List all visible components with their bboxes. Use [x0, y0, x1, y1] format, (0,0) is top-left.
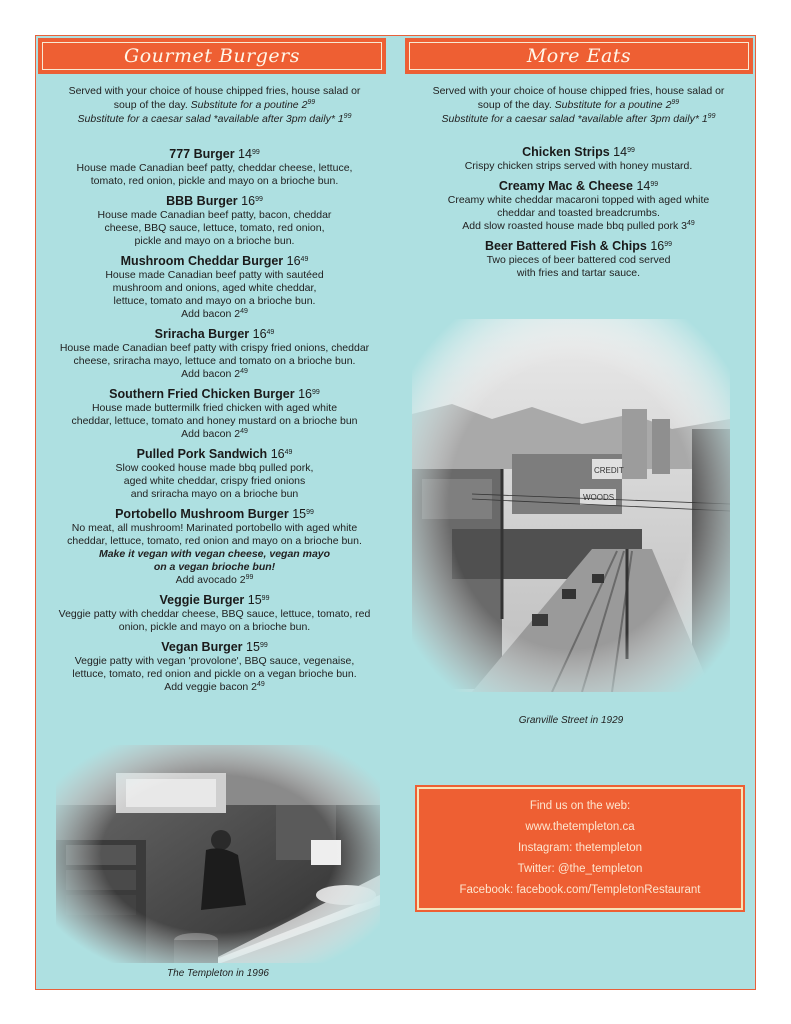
menu-item [42, 327, 387, 381]
more-eats-title: More Eats [526, 45, 632, 67]
menu-item-cents: 99 [650, 181, 659, 188]
facebook-link[interactable]: Facebook: facebook.com/TempletonRestaurant [459, 884, 701, 896]
menu-item-title [406, 179, 751, 194]
menu-item-price: 16 [252, 327, 267, 341]
menu-item-cents: 99 [255, 196, 263, 203]
menu-item-price: 15 [292, 507, 307, 521]
menu-item-title [42, 387, 387, 402]
menu-item-name: Chicken Strips [522, 145, 610, 159]
menu-item-addon: Add slow roasted house made bbq pulled pork $3^{49}$ [462, 220, 695, 232]
menu-item-title [406, 239, 751, 254]
instagram-link[interactable]: Instagram: thetempleton [517, 842, 642, 854]
menu-item-price: 16 [298, 387, 313, 401]
menu-item-cents: 99 [312, 389, 320, 396]
menu-item-description: House made Canadian beef patty with crispy fried onions, cheddar cheese, sriracha mayo, lettuce and tomato on a brioche bun. [59, 342, 370, 367]
menu-item-description: House made Canadian beef patty, bacon, cheddar cheese, BBQ sauce, lettuce, tomato, red onion, pickle and mayo on a brioche bun. [97, 209, 332, 247]
menu-item-description: Veggie patty with vegan 'provolone', BBQ sauce, vegenaise, lettuce, tomato, red onion and pickle on a vegan brioche bun. [72, 655, 357, 680]
menu-item-addon: Add avocado $2^{99}$ [175, 574, 254, 586]
menu-item-name: Vegan Burger [161, 640, 243, 654]
menu-item [42, 507, 387, 587]
menu-item-cents: 99 [259, 642, 268, 649]
twitter-link[interactable]: Twitter: @the_templeton [517, 863, 643, 875]
menu-item-name: Portobello Mushroom Burger [115, 507, 289, 521]
menu-item [42, 387, 387, 441]
menu-item-name: Mushroom Cheddar Burger [120, 254, 284, 268]
menu-item-cents: 49 [300, 256, 309, 263]
menu-item-addon: Add bacon $2^{49}$ [181, 428, 248, 440]
menu-item-title [42, 147, 387, 162]
burger-list [42, 147, 387, 700]
menu-item-title [42, 327, 387, 342]
gourmet-burgers-header [38, 38, 386, 74]
menu-item-note: Make it vegan with vegan cheese, vegan mayo on a vegan brioche bun! [98, 548, 331, 573]
menu-item-price: 16 [286, 254, 301, 268]
menu-item-name: BBB Burger [166, 194, 238, 208]
menu-item [42, 447, 387, 501]
menu-item-addon: Add bacon $2^{49}$ [181, 308, 248, 320]
menu-item-cents: 99 [664, 241, 673, 248]
menu-item-title [406, 145, 751, 160]
web-info-box [417, 787, 743, 910]
granville-1929-caption: Granville Street in 1929 [518, 715, 624, 726]
more-eats-list [406, 145, 751, 286]
menu-item-price: 14 [238, 147, 252, 161]
menu-item [406, 239, 751, 280]
menu-item-description: House made buttermilk fried chicken with aged white cheddar, lettuce, tomato and honey mustard on a brioche bun [71, 402, 358, 427]
menu-item-price: 16 [650, 239, 665, 253]
menu-item-name: Pulled Pork Sandwich [136, 447, 268, 461]
menu-item-description: Slow cooked house made bbq pulled pork, aged white cheddar, crispy fried onions and sriracha mayo on a brioche bun [115, 462, 314, 500]
menu-item-name: Beer Battered Fish & Chips [484, 239, 647, 253]
menu-item [42, 640, 387, 694]
menu-item-price: 15 [246, 640, 260, 654]
granville-1929-photo [412, 319, 730, 692]
web-title: Find us on the web: [529, 800, 631, 812]
left-intro: Served with your choice of house chipped fries, house salad or soup of the day. Substitute for a poutine $2^{99}$ Substitute for a caesar salad *available after 3pm daily* $1^{99}$ [68, 85, 361, 125]
menu-item-cents: 49 [284, 449, 293, 456]
menu-item-cents: 99 [627, 147, 635, 154]
menu-item [406, 145, 751, 173]
menu-item-cents: 99 [306, 509, 314, 516]
menu-item-description: No meat, all mushroom! Marinated portobello with aged white cheddar, lettuce, tomato, red onion and mayo on a brioche bun. [67, 522, 362, 547]
menu-item-description: Creamy white cheddar macaroni topped with aged white cheddar and toasted breadcrumbs. [447, 194, 710, 219]
more-eats-header [405, 38, 753, 74]
menu-item-name: Southern Fried Chicken Burger [109, 387, 295, 401]
menu-item-title [42, 194, 387, 209]
menu-item-description: House made Canadian beef patty with sautéed mushroom and onions, aged white cheddar, lettuce, tomato and mayo on a brioche bun. [105, 269, 324, 307]
menu-item [406, 179, 751, 233]
menu-item-description: Veggie patty with cheddar cheese, BBQ sauce, lettuce, tomato, red onion, pickle and mayo on a brioche bun. [58, 608, 371, 633]
menu-item-addon: Add veggie bacon $2^{49}$ [164, 681, 265, 693]
menu-item-name: Veggie Burger [159, 593, 245, 607]
menu-item-title [42, 593, 387, 608]
menu-item [42, 593, 387, 634]
menu-item-description: Crispy chicken strips served with honey mustard. [464, 160, 693, 172]
menu-item-title [42, 254, 387, 269]
menu-item-name: Sriracha Burger [154, 327, 250, 341]
menu-item-cents: 99 [261, 595, 270, 602]
menu-item-price: 15 [247, 593, 262, 607]
menu-item [42, 254, 387, 321]
menu-item-price: 14 [613, 145, 628, 159]
gourmet-burgers-title: Gourmet Burgers [124, 45, 300, 67]
menu-item-title [42, 507, 387, 522]
menu-item [42, 194, 387, 248]
menu-item-title [42, 447, 387, 462]
menu-item-price: 16 [241, 194, 256, 208]
menu-item [42, 147, 387, 188]
menu-item-name: Creamy Mac & Cheese [498, 179, 633, 193]
menu-item-cents: 99 [251, 149, 260, 156]
templeton-1996-photo [56, 745, 380, 963]
menu-item-addon: Add bacon $2^{49}$ [181, 368, 248, 380]
website-link[interactable]: www.thetempleton.ca [525, 821, 635, 833]
menu-item-cents: 49 [266, 329, 275, 336]
menu-item-description: House made Canadian beef patty, cheddar cheese, lettuce, tomato, red onion, pickle and mayo on a brioche bun. [76, 162, 353, 187]
templeton-1996-caption: The Templeton in 1996 [167, 968, 269, 979]
menu-item-price: 14 [636, 179, 651, 193]
menu-item-description: Two pieces of beer battered cod served with fries and tartar sauce. [486, 254, 671, 279]
menu-item-price: 16 [270, 447, 285, 461]
right-intro: Served with your choice of house chipped fries, house salad or soup of the day. Substitute for a poutine $2^{99}$ Substitute for a caesar salad *available after 3pm daily* $1^{99}$ [432, 85, 725, 125]
menu-item-title [42, 640, 387, 655]
menu-item-name: 777 Burger [169, 147, 235, 161]
